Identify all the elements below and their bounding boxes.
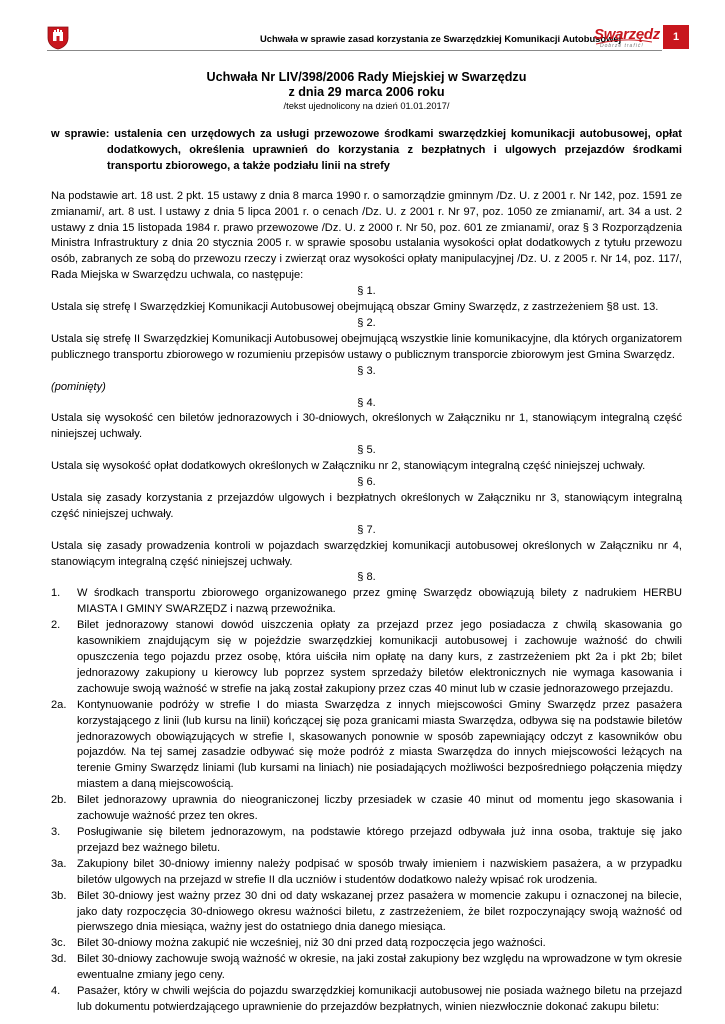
section-6-text: Ustala się zasady korzystania z przejazdów ulgowych i bezpłatnych określonych w Załączniku nr 3, stanowiącym integralną część niniejszej uchwały. xyxy=(51,491,682,520)
list-item-number: 2b. xyxy=(51,794,67,807)
list-item-text: Kontynuowanie podróży w strefie I do miasta Swarzędza z innych miejscowości Gminy Swarzędz przez pasażera korzystającego z linii (lub kursu na linii) kończącej się poza granicami miasta Swarzędza, odbywa się na podstawie biletów jednorazowych obowiązujących w strefie I, skasowanych ponownie w sposób zapewniający odczyt z kasowników obu pojazdów. Na tej samej zasadzie odbywać się może podróż z miasta Swarzędza do innych miejscowości leżących na terenie Gminy Swarzędz liniami (lub kursami na liniach) nie posiadających możliwości bezpośredniego połączenia między miastem a daną miejscowością. xyxy=(77,698,682,791)
logo-text: Swarzędz xyxy=(594,26,660,43)
list-item-text: Bilet 30-dniowy można zakupić nie wcześniej, niż 30 dni przed datą rozpoczęcia jego ważności. xyxy=(77,937,546,950)
section-2-text: Ustala się strefę II Swarzędzkiej Komunikacji Autobusowej obejmującą wszystkie linie komunikacyjne, dla których organizatorem publicznego transportu zbiorowego w rozumieniu przepisów ustawy o publicznym transporcie zbiorowym jest Gmina Swarzędz. xyxy=(51,332,682,361)
list-item xyxy=(51,857,682,889)
section-2-label: § 2. xyxy=(357,316,376,329)
list-item-number: 2. xyxy=(51,619,61,632)
header-divider xyxy=(47,50,662,51)
list-item xyxy=(51,889,682,937)
list-item-number: 4. xyxy=(51,985,61,998)
logo-tagline: Dobrze trafić! xyxy=(600,43,644,49)
section-5-text: Ustala się wysokość opłat dodatkowych określonych w Załączniku nr 2, stanowiącym integralną część niniejszej uchwały. xyxy=(51,460,646,473)
subject-paragraph: w sprawie: ustalenia cen urzędowych za usługi przewozowe środkami swarzędzkiej komunikacji autobusowej, opłat dodatkowych, określenia uprawnień do korzystania z bezpłatnych i ulgowych przejazdów środkami transportu zbiorowego, a także podziału linii na strefy xyxy=(51,128,682,172)
section-8-list xyxy=(51,586,682,1015)
list-item-text: Posługiwanie się biletem jednorazowym, na podstawie którego przejazd odbywała już inna osoba, traktuje się jako przejazd bez ważnego biletu. xyxy=(77,825,682,854)
running-header-title: Uchwała w sprawie zasad korzystania ze Swarzędzkiej Komunikacji Autobusowej xyxy=(260,33,622,44)
section-5-label: § 5. xyxy=(357,444,376,457)
list-item xyxy=(51,618,682,698)
list-item-text: Bilet jednorazowy stanowi dowód uiszczenia opłaty za przejazd przez jego posiadacza z chwilą skasowania go kasownikiem znajdującym się w pojeździe swarzędzkiej komunikacji autobusowej i zachowuje ważność do chwili opuszczenia tego pojazdu przez osobę, która uiściła nim opłatę na dany kurs, z zastrzeżeniem pkt 2a i pkt 2b; bilet jednorazowy zakupiony u kierowcy lub poprzez system sprzedaży biletów elektronicznych nie wymaga kasowania i zachowuje swoją ważność w strefie na jaką został zakupiony przez czas 40 minut lub w czasie jednorazowego przejazdu. xyxy=(77,619,682,695)
list-item-text: Bilet 30-dniowy jest ważny przez 30 dni od daty wskazanej przez pasażera w momencie zakupu i oznaczonej na bilecie, jako daty rozpoczęcia 30-dniowego okresu ważności biletu, z zastrzeżeniem, że bilet rozpoczynający swoją ważność od pierwszego dnia miesiąca, ważny jest do ostatniego dnia danego miesiąca. xyxy=(77,889,682,934)
section-3-text: (pominięty) xyxy=(51,380,106,393)
coat-of-arms-icon xyxy=(47,26,69,50)
list-item-number: 3b. xyxy=(51,889,67,902)
section-7-text: Ustala się zasady prowadzenia kontroli w pojazdach swarzędzkiej komunikacji autobusowej określonych w Załączniku nr 4, stanowiącym integralną część niniejszej uchwały. xyxy=(51,539,682,568)
list-item-number: 3c. xyxy=(51,937,66,950)
document-subtitle: /tekst ujednolicony na dzień 01.01.2017/ xyxy=(283,101,450,111)
section-4-label: § 4. xyxy=(357,396,376,409)
document-title-line1: Uchwała Nr LIV/398/2006 Rady Miejskiej w Swarzędzu xyxy=(206,70,527,84)
swarzedz-logo xyxy=(594,26,658,52)
list-item-text: Zakupiony bilet 30-dniowy imienny należy podpisać w sposób trwały imieniem i nazwiskiem pasażera, a w przypadku biletów ulgowych na przejazd w strefie II dla uczniów i studentów dodatkowo należy wpisać rok urodzenia. xyxy=(77,857,682,886)
section-6-label: § 6. xyxy=(357,476,376,489)
list-item-number: 3. xyxy=(51,825,61,838)
section-1-label: § 1. xyxy=(357,285,376,298)
section-1-text: Ustala się strefę I Swarzędzkiej Komunikacji Autobusowej obejmującą obszar Gminy Swarzędz, z zastrzeżeniem §8 ust. 13. xyxy=(51,301,659,314)
list-item-text: W środkach transportu zbiorowego organizowanego przez gminę Swarzędz obowiązują bilety z nadrukiem HERBU MIASTA I GMINY SWARZĘDZ i nazwą przewoźnika. xyxy=(77,587,682,616)
list-item-number: 3d. xyxy=(51,953,67,966)
legal-basis-paragraph: Na podstawie art. 18 ust. 2 pkt. 15 ustawy z dnia 8 marca 1990 r. o samorządzie gminnym /Dz. U. z 2001 r. Nr 142, poz. 1591 ze zmianami/, art. 8 ust. l ustawy z dnia 5 lipca 2001 r. o cenach /Dz. U. z 2001 r. Nr 97, poz. 1050 ze zmianami/, art. 34 a ust. 2 ustawy z dnia 15 listopada 1984 r. prawo przewozowe /Dz. U. z 2000 r. Nr 50, poz. 601 ze zmianami/, oraz § 3 Rozporządzenia Ministra Infrastruktury z dnia 20 stycznia 2005 r. w sprawie sposobu ustalania wysokości opłat dodatkowych z tytułu przewozu osób, zabranych ze sobą do przewozu rzeczy i zwierząt oraz wysokości opłaty manipulacyjnej /Dz. U. z 2005 r. Nr 14, poz. 117/, Rada Miejska w Swarzędzu uchwala, co następuje: xyxy=(51,189,682,282)
list-item-text: Bilet 30-dniowy zachowuje swoją ważność w okresie, na jaki został zakupiony bez względu na wprowadzone w tym okresie ewentualne zmiany jego ceny. xyxy=(77,953,682,982)
section-3-label: § 3. xyxy=(357,364,376,377)
list-item-text: Pasażer, który w chwili wejścia do pojazdu swarzędzkiej komunikacji autobusowej nie posiada ważnego biletu na przejazd lub dokumentu potwierdzającego uprawnienie do przejazdów bezpłatnych, winien niezwłocznie dokonać zakupu biletu: xyxy=(77,985,682,1013)
list-item xyxy=(51,698,682,793)
list-item xyxy=(51,984,682,1016)
list-item-number: 2a. xyxy=(51,698,67,711)
list-item xyxy=(51,793,682,825)
list-item xyxy=(51,586,682,618)
list-item xyxy=(51,952,682,984)
document-body xyxy=(51,70,682,1016)
section-7-label: § 7. xyxy=(357,523,376,536)
document-title-line2: z dnia 29 marca 2006 roku xyxy=(288,85,445,99)
list-item-text: Bilet jednorazowy uprawnia do nieograniczonej liczby przesiadek w czasie 40 minut od momentu jego skasowania i zachowuje ważność przez ten okres. xyxy=(77,794,682,823)
list-item-number: 1. xyxy=(51,587,61,600)
section-8-label: § 8. xyxy=(357,571,376,584)
list-item xyxy=(51,825,682,857)
list-item-number: 3a. xyxy=(51,857,67,870)
list-item xyxy=(51,936,682,952)
section-4-text: Ustala się wysokość cen biletów jednorazowych i 30-dniowych, określonych w Załączniku nr 1, stanowiącym integralną część niniejszej uchwały. xyxy=(51,412,682,441)
page-header xyxy=(0,0,725,56)
page-number: 1 xyxy=(663,25,689,49)
